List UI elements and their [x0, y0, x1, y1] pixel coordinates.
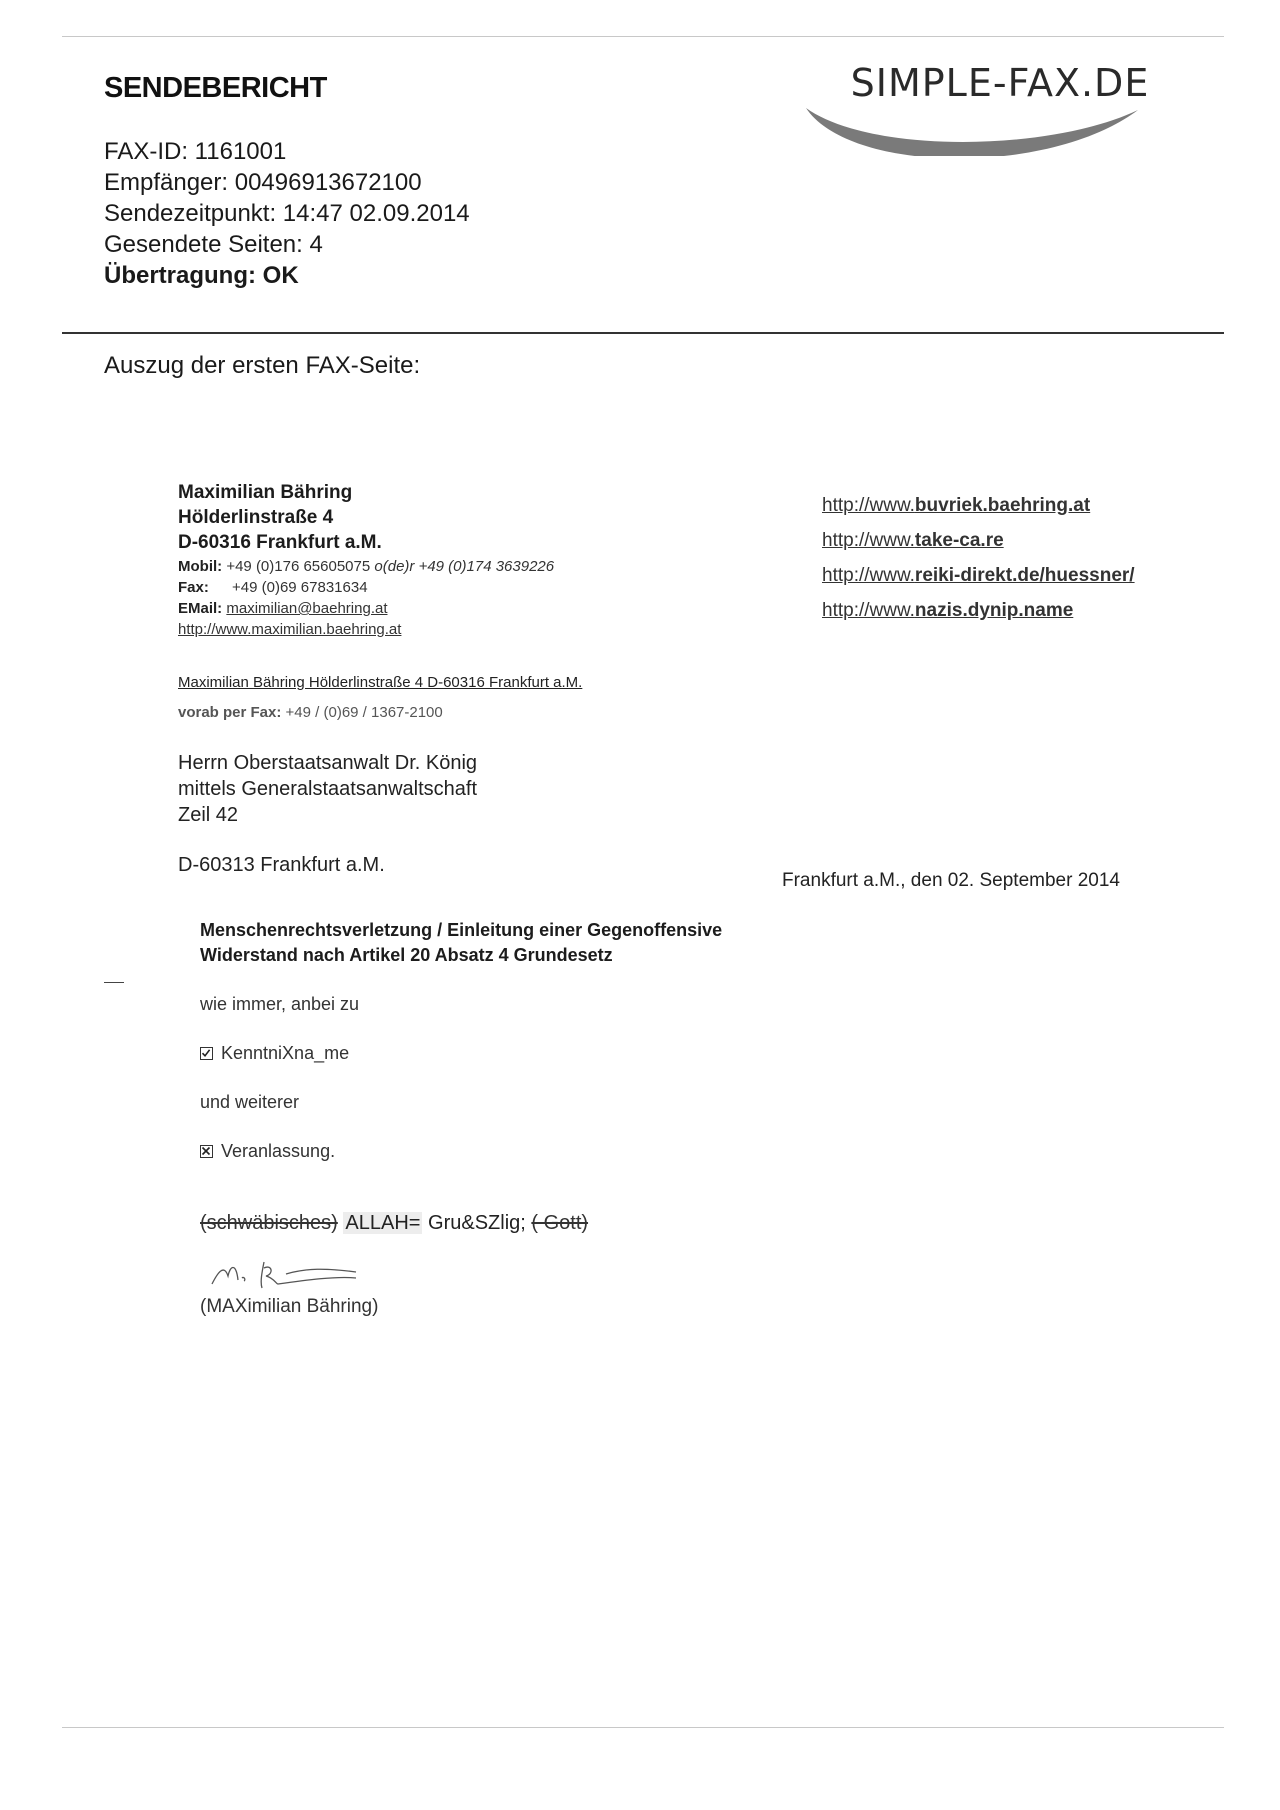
mobile-number: +49 (0)176 65605075	[226, 558, 371, 575]
send-time: Sendezeitpunkt: 14:47 02.09.2014	[104, 200, 470, 227]
return-address: Maximilian Bähring Hölderlinstraße 4 D-60316 Frankfurt a.M.	[178, 674, 583, 691]
date-line: Frankfurt a.M., den 02. September 2014	[782, 870, 1120, 891]
body-item-veranlassung	[200, 1141, 335, 1162]
vorab-number: +49 / (0)69 / 1367-2100	[285, 704, 443, 721]
crossed-box-icon	[200, 1145, 213, 1158]
item1-label: KenntniXna_me	[221, 1043, 350, 1063]
link-reiki-direkt[interactable]: http://www.reiki-direkt.de/huessner/	[822, 565, 1135, 586]
recipient-number: Empfänger: 00496913672100	[104, 169, 422, 196]
contact-block	[178, 556, 738, 640]
fax-label: Fax:	[178, 579, 209, 596]
email-link[interactable]: maximilian@baehring.at	[226, 600, 388, 617]
vorab-label: vorab per Fax:	[178, 704, 282, 721]
mobile-alt-number: o(de)r +49 (0)174 3639226	[374, 558, 555, 575]
recipient-line2: mittels Generalstaatsanwaltschaft	[178, 778, 478, 800]
vorab-fax-line	[178, 704, 443, 721]
mobile-label: Mobil:	[178, 558, 223, 575]
recipient-line3: Zeil 42	[178, 804, 239, 826]
report-title: SENDEBERICHT	[104, 72, 327, 104]
email-label: EMail:	[178, 600, 223, 617]
email-line	[178, 598, 738, 619]
signer-name: (MAXimilian Bähring)	[200, 1296, 379, 1317]
closing-line	[200, 1212, 588, 1235]
website-link[interactable]: http://www.maximilian.baehring.at	[178, 621, 402, 638]
fold-mark	[104, 982, 124, 983]
bottom-divider	[62, 1727, 1224, 1728]
transmission-status: Übertragung: OK	[104, 262, 299, 289]
item2-label: Veranlassung.	[221, 1141, 336, 1161]
fax-id: FAX-ID: 1161001	[104, 138, 287, 165]
closing-greeting: Gru&SZlig;	[422, 1212, 526, 1234]
body-between: und weiterer	[200, 1092, 300, 1112]
closing-struck-prefix: (schwäbisches)	[200, 1212, 338, 1234]
link-take-care[interactable]: http://www.take-ca.re	[822, 530, 1004, 551]
fax-number: +49 (0)69 67831634	[232, 579, 368, 596]
mobile-line	[178, 556, 738, 577]
recipient-address	[178, 750, 477, 828]
excerpt-label: Auszug der ersten FAX-Seite:	[104, 352, 421, 379]
subject-block	[200, 918, 722, 968]
link-list	[822, 488, 1135, 628]
body-intro: wie immer, anbei zu	[200, 994, 360, 1014]
link-nazis-dynip[interactable]: http://www.nazis.dynip.name	[822, 600, 1074, 621]
sender-street: Hölderlinstraße 4	[178, 507, 334, 528]
sender-city: D-60316 Frankfurt a.M.	[178, 532, 382, 553]
handwritten-signature	[206, 1254, 416, 1296]
closing-struck-suffix: ( Gott)	[531, 1212, 589, 1234]
subject-line1: Menschenrechtsverletzung / Einleitung einer Gegenoffensive	[200, 920, 723, 940]
closing-highlight: ALLAH=	[345, 1212, 421, 1234]
recipient-city: D-60313 Frankfurt a.M.	[178, 854, 385, 876]
pages-sent: Gesendete Seiten: 4	[104, 231, 323, 258]
checked-box-icon	[200, 1047, 213, 1060]
link-buvriek[interactable]: http://www.buvriek.baehring.at	[822, 495, 1091, 516]
recipient-line1: Herrn Oberstaatsanwalt Dr. König	[178, 752, 478, 774]
subject-line2: Widerstand nach Artikel 20 Absatz 4 Grundesetz	[200, 945, 613, 965]
sender-block	[178, 480, 698, 555]
logo-text: SIMPLE-FAX.DE	[850, 61, 1150, 105]
body-item-kenntnisnahme	[200, 1043, 349, 1064]
sender-name: Maximilian Bähring	[178, 482, 353, 503]
fax-line	[178, 577, 738, 598]
